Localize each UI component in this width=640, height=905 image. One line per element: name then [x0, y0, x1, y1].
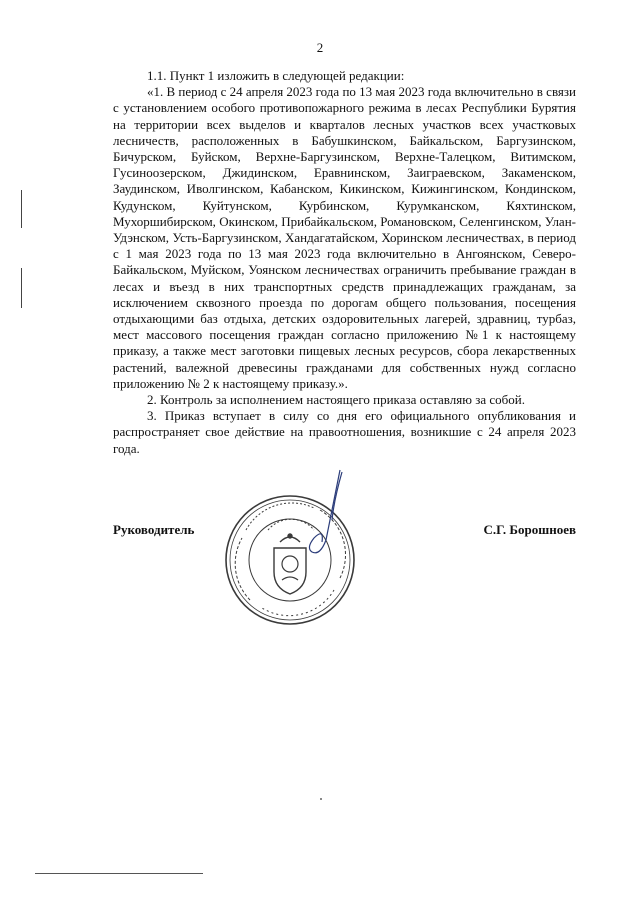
stray-dot [320, 798, 322, 800]
signer-name: С.Г. Борошноев [483, 522, 576, 537]
page-number: 2 [316, 40, 324, 55]
margin-mark [21, 190, 22, 228]
paragraph-quoted-clause: «1. В период с 24 апреля 2023 года по 13 мая 2023 года включительно в связи с установлением особого противопожарного режима в лесах Республики Бурятия на территории всех выделов и кварталов лесных участков всех участковых лесничеств, расположенных в Бабушкинском, Байкальском, Баргузинском, Бичурском, Буйском, Верхне-Баргузинском, Верхне-Талецком, Витимском, Гусиноозерском, Джидинском, Еравнинском, Заиграевском, Закаменском, Заудинском, Иволгинском, Кабанском, Кикинском, Кижингинском, Кондинском, Кудунском, Куйтунском, Курбинском, Курумканском, Кяхтинском, Мухоршибирском, Окинском, Прибайкальском, Романовском, Селенгинском, Улан-Удэнском, Усть-Баргузинском, Хандагатайском, Хоринском лесничествах, в период с 1 мая 2023 года по 13 мая 2023 года включительно в Ангоянском, Северо-Байкальском, Муйском, Уоянском лесничествах ограничить пребывание граждан в лесах и въезд в них транспортных средств принадлежащих гражданам, за исключением сквозного проезда по дорогам общего пользования, посещения отдыхающими баз отдыха, детских оздоровительных лагерей, здравниц, турбаз, мест массового посещения граждан согласно приложению №1 к настоящему приказу, а также мест заготовки пищевых лесных ресурсов, сбора лекарственных растений, валежной древесины гражданами для собственных нужд согласно приложению № 2 к настоящему приказу.». [113, 84, 576, 391]
seal-inner-ring [249, 519, 331, 601]
seal-curved-lettering [235, 503, 345, 616]
margin-mark [21, 268, 22, 308]
official-seal-stamp [222, 460, 362, 630]
seal-outer-ring [226, 496, 354, 624]
paragraph-1-1: 1.1. Пункт 1 изложить в следующей редакции: [147, 68, 405, 83]
document-body [113, 68, 576, 457]
coat-of-arms-icon [274, 534, 306, 594]
footer-rule [35, 873, 203, 874]
signer-title: Руководитель [113, 522, 195, 537]
seal-graphic [222, 460, 362, 630]
paragraph-2: 2. Контроль за исполнением настоящего приказа оставляю за собой. [147, 392, 525, 408]
paragraph-3: 3. Приказ вступает в силу со дня его официального опубликования и распространяет свое действие на правоотношения, возникшие с 24 апреля 2023 года. [113, 408, 576, 456]
